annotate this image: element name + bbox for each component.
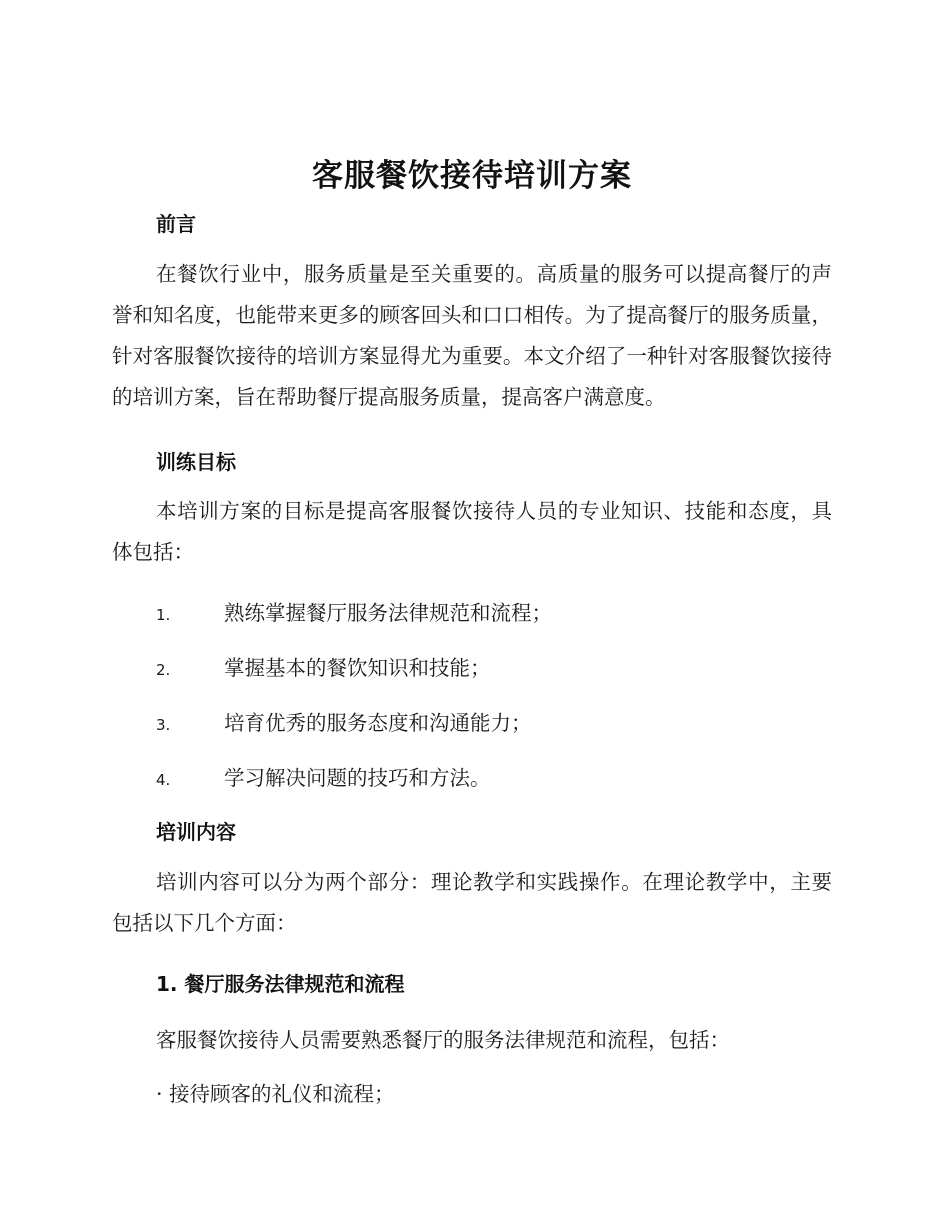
list-item-text: 学习解决问题的技巧和方法。 bbox=[224, 766, 491, 790]
paragraph-content: 培训内容可以分为两个部分：理论教学和实践操作。在理论教学中，主要包括以下几个方面： bbox=[112, 870, 832, 935]
list-item-number: 2. bbox=[156, 661, 171, 679]
list-item bbox=[156, 596, 552, 626]
list-item-text: 掌握基本的餐饮知识和技能； bbox=[224, 656, 491, 680]
list-item-number: 4. bbox=[156, 771, 171, 789]
paragraph-goals: 本培训方案的目标是提高客服餐饮接待人员的专业知识、技能和态度，具体包括： bbox=[112, 499, 832, 564]
heading-content: 培训内容 bbox=[156, 820, 236, 844]
subheading-service-rules: 1. 餐厅服务法律规范和流程 bbox=[156, 972, 405, 996]
list-item-number: 1. bbox=[156, 606, 171, 624]
list-item bbox=[156, 706, 532, 736]
list-item bbox=[156, 651, 491, 681]
paragraph-service-rules: 客服餐饮接待人员需要熟悉餐厅的服务法律规范和流程，包括： bbox=[156, 1028, 730, 1052]
paragraph-preface: 在餐饮行业中，服务质量是至关重要的。高质量的服务可以提高餐厅的声誉和知名度，也能带来更多的顾客回头和口口相传。为了提高餐厅的服务质量，针对客服餐饮接待的培训方案显得尤为重要。本文介绍了一种针对客服餐饮接待的培训方案，旨在帮助餐厅提高服务质量，提高客户满意度。 bbox=[112, 262, 832, 409]
list-item-number: 3. bbox=[156, 716, 171, 734]
list-item bbox=[156, 761, 491, 791]
heading-preface: 前言 bbox=[156, 212, 196, 236]
list-item-text: 培育优秀的服务态度和沟通能力； bbox=[224, 711, 532, 735]
heading-goals: 训练目标 bbox=[156, 450, 236, 474]
list-item-text: 熟练掌握餐厅服务法律规范和流程； bbox=[224, 601, 552, 625]
document-title: 客服餐饮接待培训方案 bbox=[312, 158, 632, 194]
bullet-item: · 接待顾客的礼仪和流程； bbox=[156, 1082, 395, 1106]
